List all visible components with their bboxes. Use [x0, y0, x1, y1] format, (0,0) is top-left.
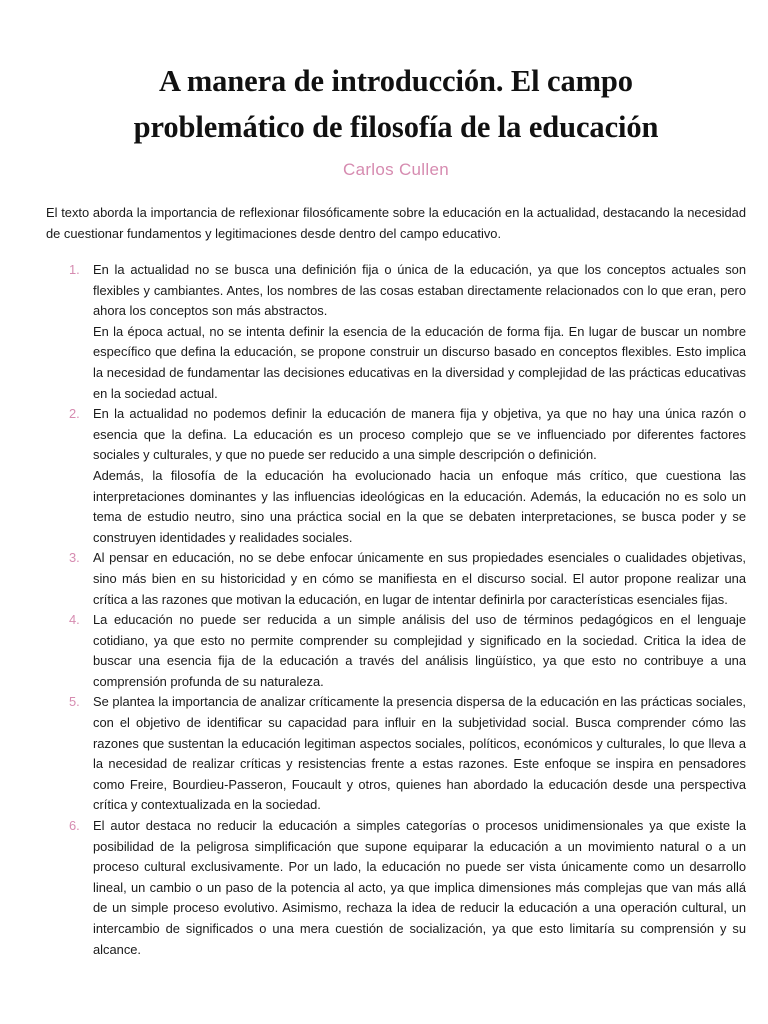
- list-item: [46, 610, 746, 692]
- list-item: [46, 692, 746, 816]
- list-item-number: 4.: [69, 612, 80, 628]
- list-item: [46, 404, 746, 548]
- list-item-paragraph: Al pensar en educación, no se debe enfocar únicamente en sus propiedades esenciales o cualidades objetivas, sino más bien en su historicidad y en cómo se manifiesta en el discurso social. El autor propone realizar una crítica a las razones que motivan la educación, en lugar de intentar definirla por características esenciales fijas.: [93, 550, 746, 607]
- list-item-paragraph: Se plantea la importancia de analizar críticamente la presencia dispersa de la educación en las prácticas sociales, con el objetivo de identificar su capacidad para influir en la subjetividad social. Busca comprender cómo las razones que sustentan la educación legitiman aspectos sociales, políticos, económicos y culturales, lo que lleva a la necesidad de realizar críticas y resistencias frente a estas razones. Este enfoque se inspira en pensadores como Freire, Bourdieu-Passeron, Foucault y otros, quienes han abordado la educación desde una perspectiva crítica y contextualizada en la sociedad.: [93, 694, 746, 813]
- list-item: [46, 816, 746, 960]
- list-item-paragraph: En la época actual, no se intenta definir la esencia de la educación de forma fija. En lugar de buscar un nombre específico que defina la educación, se propone construir un discurso basado en conceptos flexibles. Esto implica la necesidad de fundamentar las decisiones educativas en la diversidad y complejidad de las prácticas educativas en la sociedad actual.: [93, 323, 746, 401]
- list-item-paragraph: En la actualidad no se busca una definición fija o única de la educación, ya que los conceptos actuales son flexibles y cambiantes. Antes, los nombres de las cosas estaban directamente relacionados con lo que eran, pero ahora los conceptos son más abstractos.: [93, 262, 746, 319]
- list-item-number: 1.: [69, 262, 80, 277]
- list-item-number: 5.: [69, 694, 80, 710]
- document-title: [46, 0, 746, 150]
- list-item-paragraph: El autor destaca no reducir la educación a simples categorías o procesos unidimensionales ya que existe la posibilidad de la peligrosa simplificación que supone equiparar la educación a un movimiento natural o a un proceso cultural exclusivamente. Por un lado, la educación no puede ser vista únicamente como un desarrollo lineal, un cambio o un paso de la potencia al acto, ya que implica dimensiones más complejas que van más allá de un simple proceso evolutivo. Asimismo, rechaza la idea de reducir la educación a una operación cultural, un intercambio de significados o una mera cuestión de socialización, ya que esto limitaría su comprensión y su alcance.: [93, 818, 746, 957]
- numbered-list: [46, 260, 746, 960]
- title-line-2: problemático de filosofía de la educación: [133, 110, 659, 144]
- list-item: [46, 548, 746, 610]
- title-line-1: A manera de introducción. El campo: [159, 64, 633, 98]
- author-name: Carlos Cullen: [343, 160, 449, 179]
- list-item-number: 6.: [69, 818, 80, 834]
- list-item-paragraph: En la actualidad no podemos definir la educación de manera fija y objetiva, ya que no hay una única razón o esencia que la defina. La educación es un proceso complejo que se ve influenciado por diferentes factores sociales y culturales, y que no puede ser reducido a una simple descripción o definición.: [93, 406, 746, 463]
- list-item-paragraph: La educación no puede ser reducida a un simple análisis del uso de términos pedagógicos en el lenguaje cotidiano, ya que esto no permite comprender su complejidad y significado en la sociedad. Critica la idea de buscar una esencia fija de la educación a través del análisis lingüístico, ya que esto no contribuye a una comprensión profunda de su naturaleza.: [93, 612, 746, 689]
- list-item-number: 3.: [69, 550, 80, 566]
- list-item-number: 2.: [69, 406, 80, 422]
- intro-paragraph: El texto aborda la importancia de reflexionar filosóficamente sobre la educación en la actualidad, destacando la necesidad de cuestionar fundamentos y legitimaciones desde dentro del campo educativo.: [46, 205, 746, 241]
- list-item-paragraph: Además, la filosofía de la educación ha evolucionado hacia un enfoque más crítico, que cuestiona las interpretaciones dominantes y las influencias ideológicas en la educación. Además, la educación no es solo un tema de estudio neutro, sino una práctica social en la que se debaten interpretaciones, se busca poder y se construyen identidades y realidades sociales.: [93, 467, 746, 545]
- list-item: [46, 260, 746, 404]
